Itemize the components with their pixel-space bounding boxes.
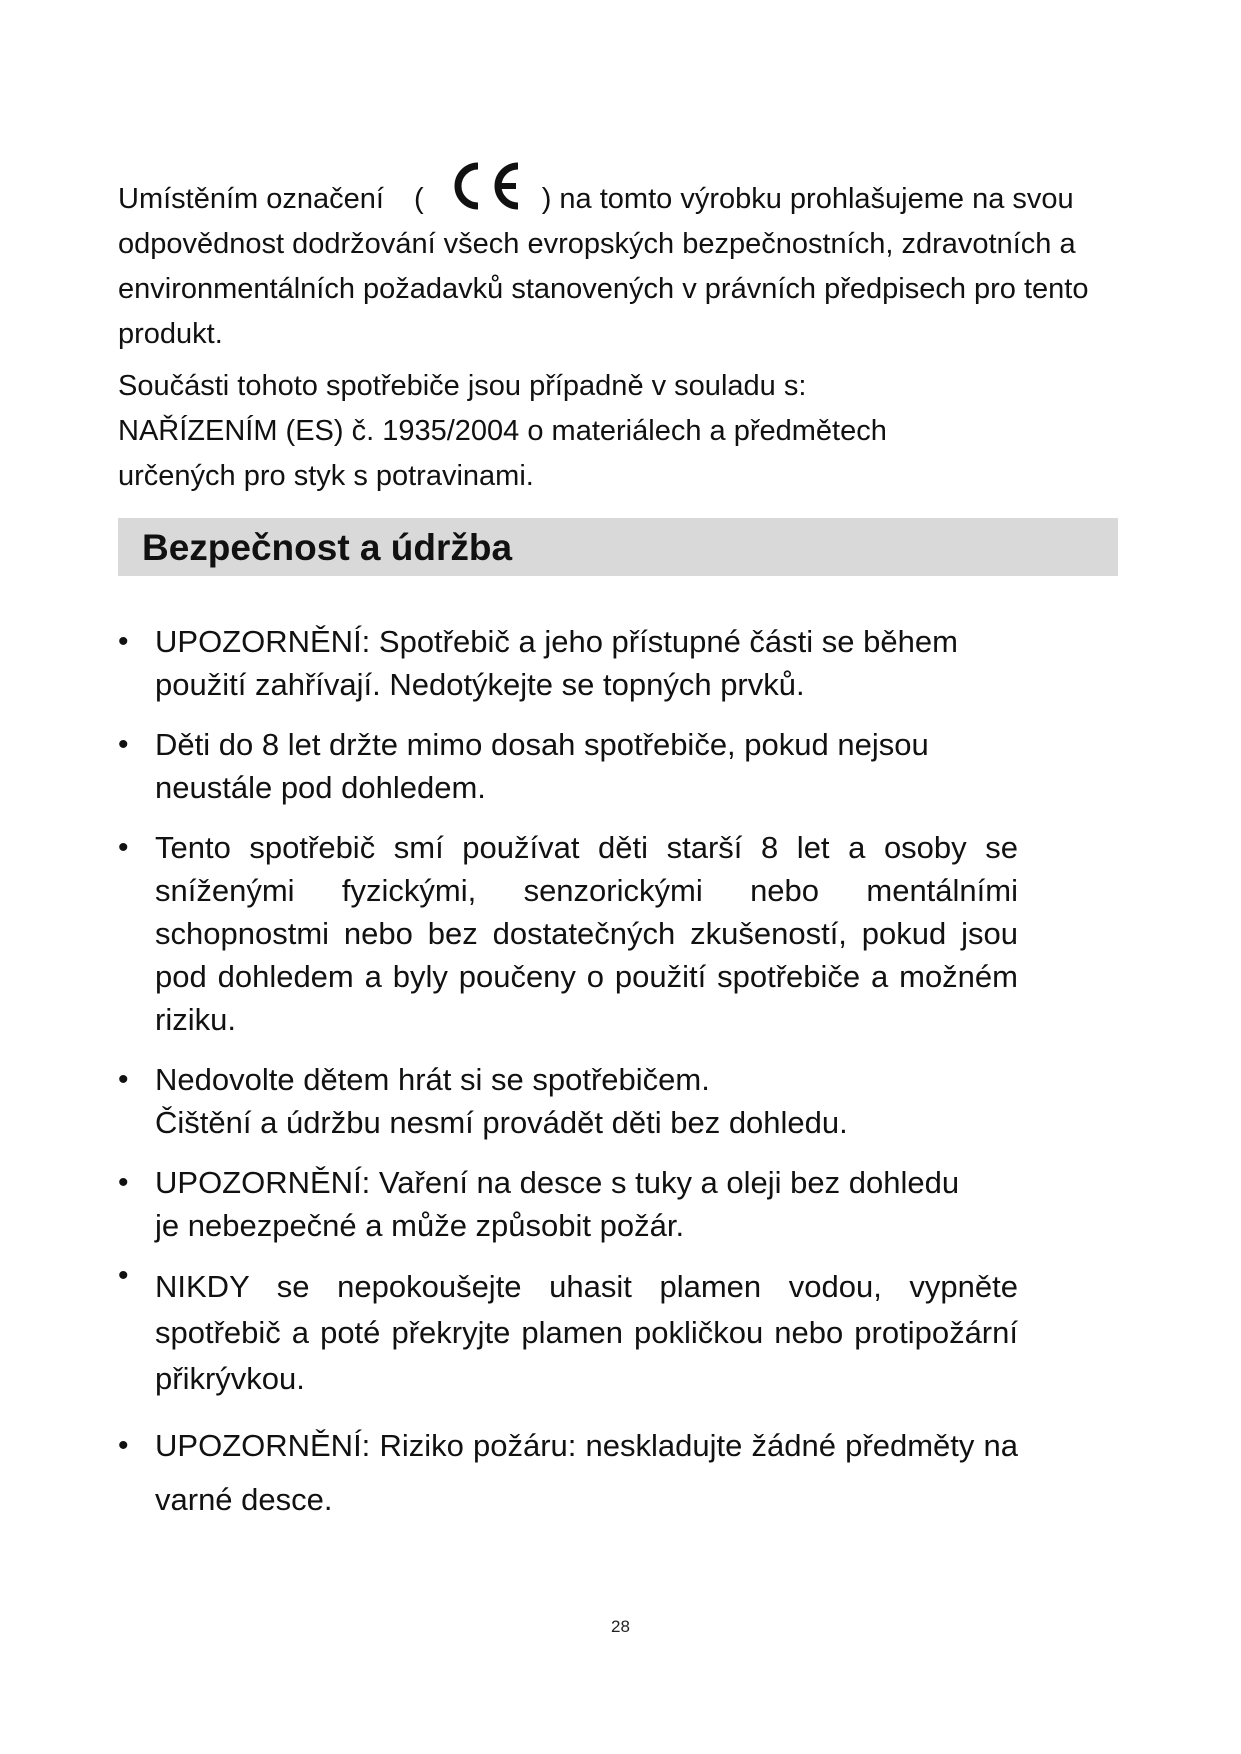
section-header bbox=[118, 518, 1118, 576]
bullet-icon: • bbox=[118, 625, 129, 658]
ce-declaration-paragraph bbox=[118, 160, 1148, 357]
list-item bbox=[118, 1058, 1018, 1144]
list-item-line: Děti do 8 let držte mimo dosah spotřebiče, pokud nejsou bbox=[155, 727, 929, 762]
bullet-icon: • bbox=[118, 728, 129, 761]
list-item bbox=[118, 826, 1018, 1041]
list-item bbox=[118, 1161, 1018, 1247]
compliance-line: určených pro styk s potravinami. bbox=[118, 460, 534, 492]
close-parenthesis: ) bbox=[541, 183, 552, 215]
list-item bbox=[118, 723, 1018, 809]
list-item-line: použití zahřívají. Nedotýkejte se topných prvků. bbox=[155, 667, 805, 702]
compliance-paragraph bbox=[118, 364, 1148, 499]
list-item-line: neustále pod dohledem. bbox=[155, 770, 486, 805]
open-parenthesis: ( bbox=[414, 183, 424, 215]
bullet-icon: • bbox=[118, 831, 129, 864]
list-item-line: UPOZORNĚNÍ: Spotřebič a jeho přístupné části se během bbox=[155, 624, 958, 659]
compliance-line: Součásti tohoto spotřebiče jsou případně v souladu s: bbox=[118, 370, 807, 402]
page-number: 28 bbox=[611, 1617, 630, 1636]
list-item-line: je nebezpečné a může způsobit požár. bbox=[155, 1208, 685, 1243]
compliance-line: NAŘÍZENÍM (ES) č. 1935/2004 o materiálech a předmětech bbox=[118, 415, 887, 447]
list-item bbox=[118, 620, 1018, 706]
list-item-line: UPOZORNĚNÍ: Vaření na desce s tuky a oleji bez dohledu bbox=[155, 1165, 960, 1200]
bullet-icon: • bbox=[118, 1166, 129, 1199]
list-item-text: NIKDY se nepokoušejte uhasit plamen vodou, vypněte spotřebič a poté překryjte plamen pokličkou nebo protipožární přikrývkou. bbox=[155, 1269, 1018, 1396]
list-item bbox=[118, 1259, 1018, 1402]
list-item bbox=[118, 1419, 1018, 1527]
bullet-icon: • bbox=[118, 1259, 129, 1292]
ce-declaration-text: na tomto výrobku prohlašujeme na svou odpovědnost dodržování všech evropských bezpečnostních, zdravotních a environmentálních požadavků stanovených v právních předpisech pro tento produkt. bbox=[118, 183, 1089, 350]
safety-instructions-list bbox=[118, 620, 1018, 1544]
list-item-line: Čištění a údržbu nesmí provádět děti bez dohledu. bbox=[155, 1105, 848, 1140]
bullet-icon: • bbox=[118, 1063, 129, 1096]
list-item-line: Nedovolte dětem hrát si se spotřebičem. bbox=[155, 1062, 710, 1097]
ce-declaration-lead: Umístěním označení bbox=[118, 183, 384, 215]
bullet-icon: • bbox=[118, 1429, 129, 1462]
section-title: Bezpečnost a údržba bbox=[142, 527, 513, 568]
ce-mark-icon bbox=[442, 160, 524, 212]
list-item-text: Tento spotřebič smí používat děti starší 8 let a osoby se sníženými fyzickými, senzorickými nebo mentálními schopnostmi nebo bez dostatečných zkušeností, pokud jsou pod dohledem a byly poučeny o použití spotřebiče a možném riziku. bbox=[155, 830, 1018, 1037]
list-item-text: UPOZORNĚNÍ: Riziko požáru: neskladujte žádné předměty na varné desce. bbox=[155, 1428, 1018, 1517]
